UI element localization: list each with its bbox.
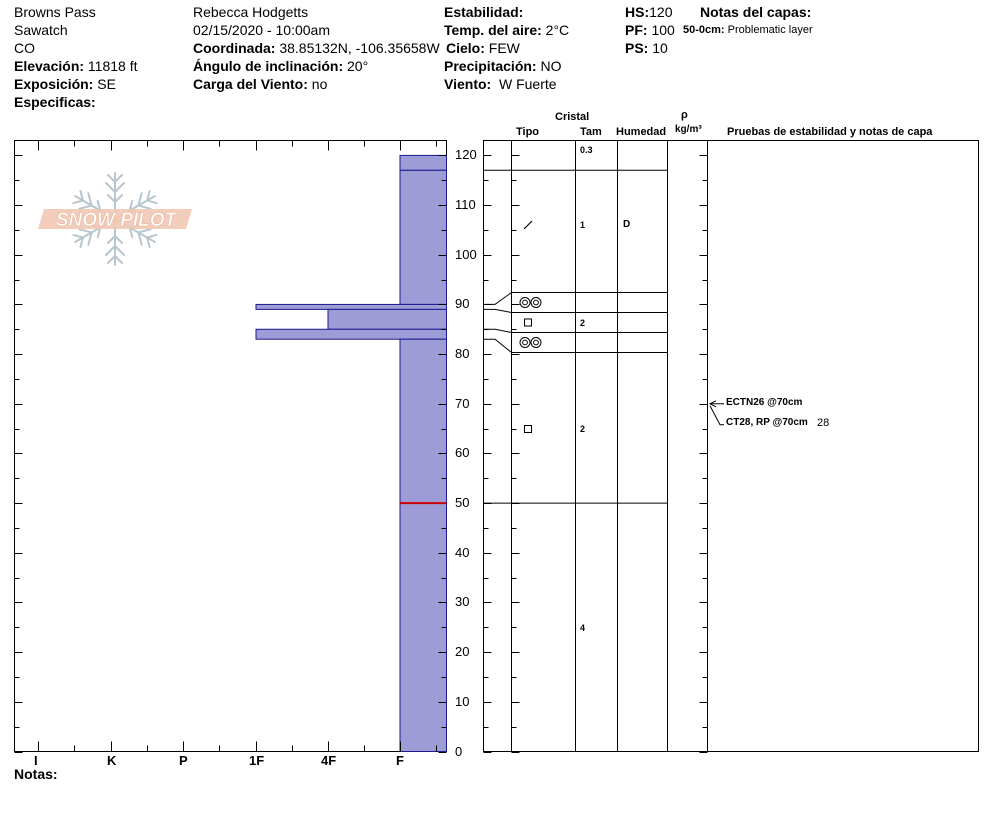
depth-label: 80 — [455, 346, 470, 362]
tests-header: Pruebas de estabilidad y notas de capa — [727, 126, 933, 138]
test-extra-value: 28 — [817, 416, 830, 429]
depth-label: 120 — [455, 147, 477, 163]
hardness-bar — [400, 155, 447, 170]
surface-hoar-icon — [520, 338, 530, 348]
hardness-bar — [256, 304, 447, 309]
test-markers — [710, 401, 724, 425]
hs-label: HS: — [625, 4, 650, 20]
depth-label: 10 — [455, 693, 470, 709]
layer-notes-label: Notas del capas: — [700, 4, 812, 20]
moisture-header: Humedad — [616, 126, 667, 138]
wind-load-value: no — [311, 76, 328, 92]
depth-label: 90 — [455, 296, 470, 312]
precip-label: Precipitación: — [444, 58, 537, 74]
grain-size-cell: 1 — [580, 220, 586, 230]
hardness-bar — [328, 309, 447, 329]
specifics-label: Especificas: — [14, 94, 96, 110]
grain-size-cell: 2 — [580, 424, 586, 434]
surface-hoar-icon — [531, 338, 541, 348]
aspect-label: Exposición: — [14, 76, 94, 92]
hardness-label: 1F — [249, 753, 265, 768]
hardness-label: 4F — [321, 753, 337, 768]
coordinate-value: 38.85132N, -106.35658W — [279, 40, 440, 56]
moisture-cell: D — [623, 219, 631, 230]
depth-label: 50 — [455, 495, 470, 511]
aspect-value: SE — [97, 76, 116, 92]
wind-value: W Fuerte — [498, 76, 557, 92]
coordinate-label: Coordinada: — [193, 40, 276, 56]
decomposing-grain-icon — [524, 221, 532, 229]
slope-value: 20° — [347, 58, 369, 74]
hardness-plot-frame — [15, 141, 447, 752]
surface-hoar-icon — [523, 300, 528, 305]
range-name: Sawatch — [14, 22, 68, 38]
depth-label: 0 — [455, 743, 463, 759]
pf-value: 100 — [651, 22, 675, 38]
layer-note-depth: 50-0cm: — [683, 24, 725, 36]
hardness-layers — [256, 155, 447, 751]
grain-symbols — [520, 221, 541, 433]
ps-label: PS: — [625, 40, 649, 56]
ps-value: 10 — [652, 40, 668, 56]
size-header: Tam — [580, 126, 602, 138]
faceted-grain-icon — [525, 426, 532, 433]
sky-label: Cielo: — [446, 40, 485, 56]
hardness-label: K — [107, 753, 117, 768]
table-columns — [512, 141, 708, 752]
surface-hoar-icon — [534, 300, 539, 305]
density-unit-header: kg/m³ — [675, 124, 702, 135]
hardness-label: P — [179, 753, 188, 768]
layer-note-text: Problematic layer — [727, 24, 813, 36]
surface-hoar-icon — [520, 298, 530, 308]
precip-value: NO — [540, 58, 562, 74]
grain-size-cell: 4 — [580, 623, 586, 633]
wind-label: Viento: — [444, 76, 492, 92]
faceted-grain-icon — [525, 319, 532, 326]
sky-value: FEW — [488, 40, 520, 56]
crystal-header: Cristal — [555, 111, 590, 123]
snowpilot-logo — [38, 209, 192, 231]
observation-datetime: 02/15/2020 - 10:00am — [193, 22, 330, 38]
grain-size-cell: 2 — [580, 317, 586, 328]
air-temp-label: Temp. del aire: — [444, 22, 542, 38]
depth-label: 100 — [455, 246, 477, 262]
surface-hoar-icon — [531, 298, 541, 308]
hardness-bar — [400, 339, 447, 503]
type-header: Tipo — [516, 126, 540, 138]
depth-label: 110 — [455, 197, 476, 213]
layer-table-frame — [484, 141, 979, 752]
air-temp-value: 2°C — [545, 22, 570, 38]
slope-label: Ángulo de inclinación: — [193, 58, 344, 74]
depth-label: 40 — [455, 544, 470, 560]
svg-text:SNOW PILOT: SNOW PILOT — [55, 210, 177, 231]
hardness-bar — [256, 329, 447, 339]
elevation-value: 11818 ft — [87, 58, 138, 74]
depth-label: 60 — [455, 445, 470, 461]
surface-hoar-icon — [523, 340, 528, 345]
hs-value: 120 — [649, 4, 673, 20]
rho-header: ρ — [681, 109, 688, 121]
test-pointer-arrow — [710, 406, 724, 425]
hardness-label: I — [34, 753, 38, 768]
depth-label: 30 — [455, 594, 470, 610]
elevation-label: Elevación: — [14, 58, 85, 74]
observer-name: Rebecca Hodgetts — [193, 4, 309, 20]
test-result: CT28, RP @70cm — [726, 416, 808, 428]
notes-label: Notas: — [14, 766, 58, 782]
grain-size-cell: 0.3 — [580, 145, 593, 155]
depth-label: 70 — [455, 395, 470, 411]
pf-label: PF: — [625, 22, 648, 38]
test-result: ECTN26 @70cm — [726, 396, 803, 408]
stability-label: Estabilidad: — [444, 4, 524, 20]
depth-label: 20 — [455, 644, 470, 660]
location-name: Browns Pass — [14, 4, 96, 20]
hardness-label: F — [396, 753, 404, 768]
hardness-bar — [400, 503, 447, 751]
hardness-bar — [400, 170, 447, 304]
wind-load-label: Carga del Viento: — [193, 76, 308, 92]
depth-ticks — [15, 156, 708, 753]
state-name: CO — [14, 40, 35, 56]
surface-hoar-icon — [534, 340, 539, 345]
